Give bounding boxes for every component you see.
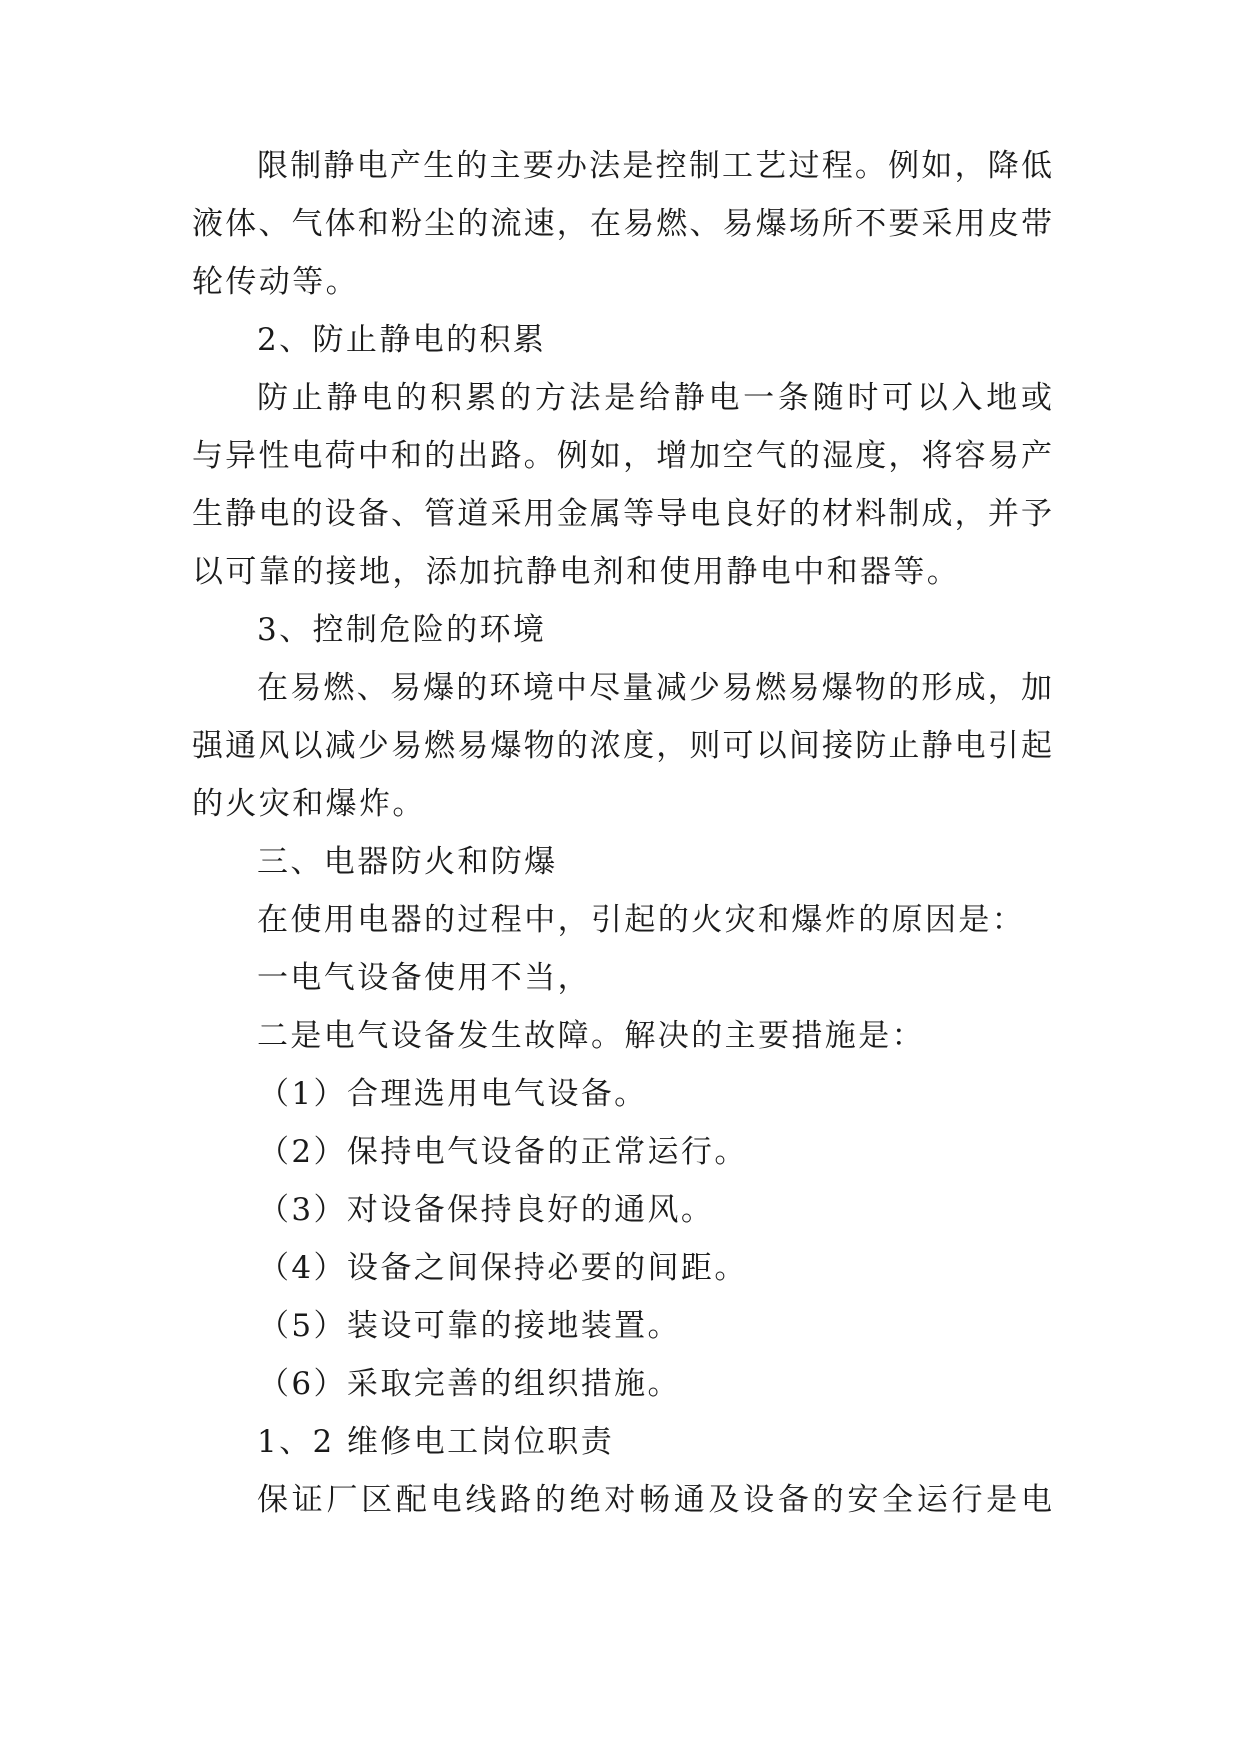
list-item: （4）设备之间保持必要的间距。 [258, 1250, 748, 1286]
paragraph-line: 在易燃、易爆的环境中尽量减少易燃易爆物的形成，加 [257, 670, 1052, 706]
section-heading: 3、控制危险的环境 [257, 612, 547, 648]
paragraph-line: 在使用电器的过程中，引起的火灾和爆炸的原因是： [257, 902, 1026, 938]
section-heading: 1、2 维修电工岗位职责 [257, 1424, 615, 1460]
list-item: （5）装设可靠的接地装置。 [258, 1308, 681, 1344]
paragraph-line: 二是电气设备发生故障。解决的主要措施是： [257, 1018, 925, 1054]
list-item: （6）采取完善的组织措施。 [258, 1366, 681, 1402]
paragraph-line: 以可靠的接地，添加抗静电剂和使用静电中和器等。 [192, 554, 961, 590]
list-item: （3）对设备保持良好的通风。 [258, 1192, 715, 1228]
paragraph-line: 轮传动等。 [192, 264, 359, 300]
paragraph-line: 液体、气体和粉尘的流速，在易燃、易爆场所不要采用皮带 [192, 206, 1052, 242]
paragraph-line: 强通风以减少易燃易爆物的浓度，则可以间接防止静电引起 [192, 728, 1052, 764]
paragraph-line: 一电气设备使用不当， [257, 960, 591, 996]
paragraph-line: 与异性电荷中和的出路。例如，增加空气的湿度，将容易产 [192, 438, 1052, 474]
paragraph-line: 的火灾和爆炸。 [192, 786, 426, 822]
list-item: （2）保持电气设备的正常运行。 [258, 1134, 748, 1170]
paragraph-line: 防止静电的积累的方法是给静电一条随时可以入地或 [257, 380, 1052, 416]
section-heading: 2、防止静电的积累 [257, 322, 547, 358]
paragraph-line: 限制静电产生的主要办法是控制工艺过程。例如，降低 [257, 148, 1052, 184]
list-item: （1）合理选用电气设备。 [258, 1076, 648, 1112]
paragraph-line: 保证厂区配电线路的绝对畅通及设备的安全运行是电 [257, 1482, 1052, 1518]
paragraph-line: 生静电的设备、管道采用金属等导电良好的材料制成，并予 [192, 496, 1052, 532]
section-heading: 三、电器防火和防爆 [257, 844, 558, 880]
